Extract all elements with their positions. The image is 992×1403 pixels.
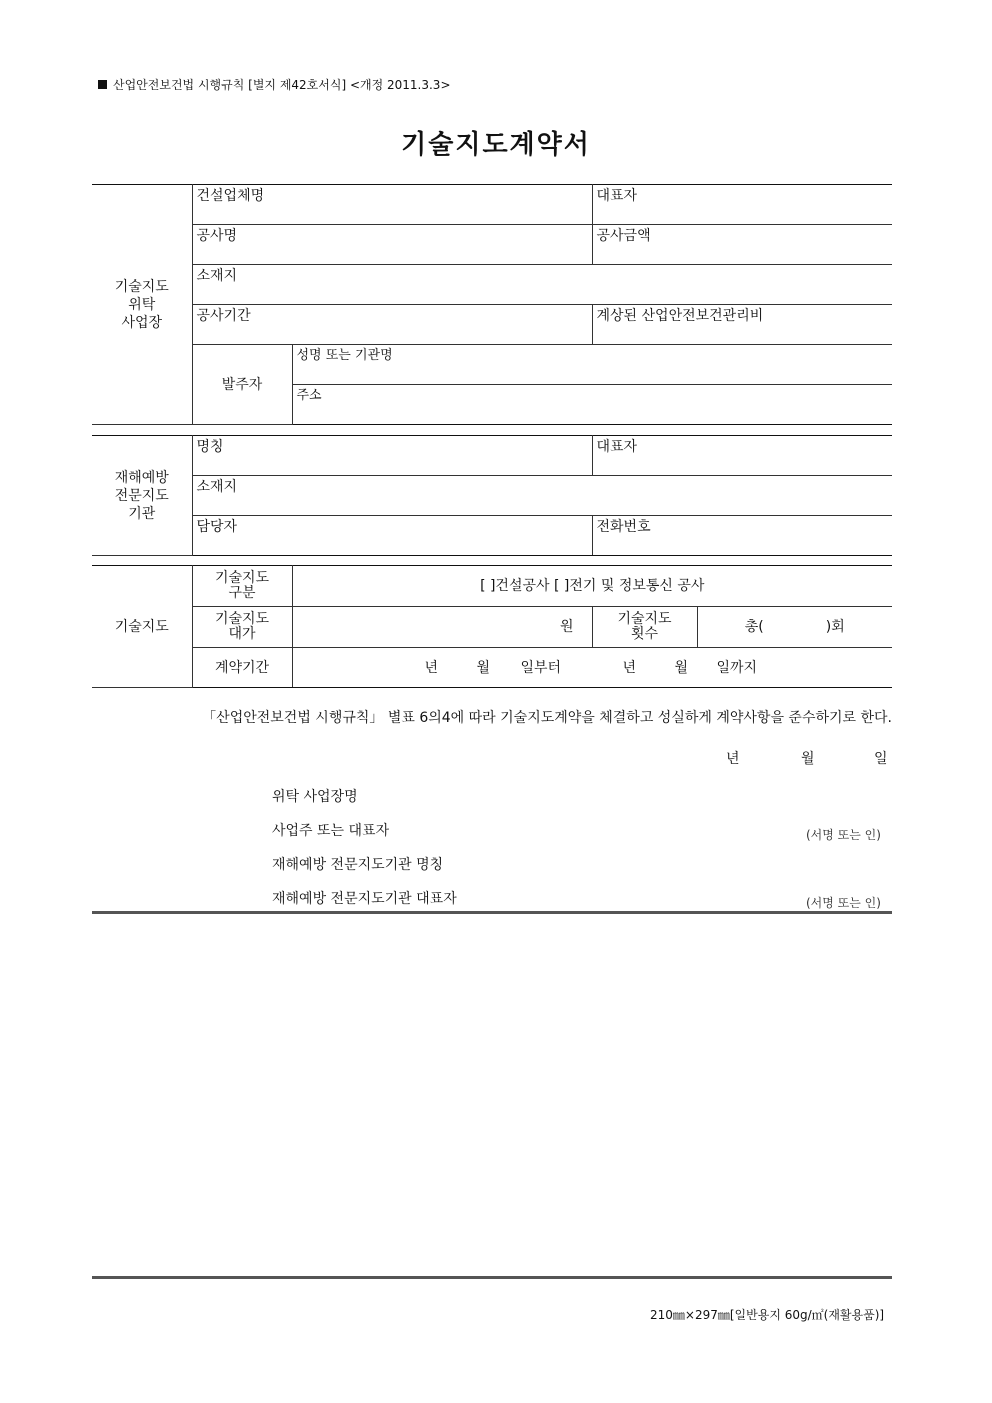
client-address-field[interactable]: 주소 [292, 385, 892, 425]
form-number-note [98, 76, 451, 93]
technical-guidance-table [92, 565, 892, 688]
project-period-field[interactable]: 공사기간 [192, 305, 592, 345]
divider-page-footer [92, 1276, 892, 1279]
square-bullet-icon [98, 80, 107, 89]
prevention-agency-table [92, 435, 892, 556]
agreement-statement: 「산업안전보건법 시행규칙」 별표 6의4에 따라 기술지도계약을 체결하고 성실하게 계약사항을 준수하기로 한다. [202, 710, 892, 726]
project-amount-field[interactable]: 공사금액 [592, 225, 892, 265]
signature-agency-name-label: 재해예방 전문지도기관 명칭 [272, 857, 444, 873]
agency-phone-field[interactable]: 전화번호 [592, 516, 892, 556]
date-month-label: 월 [801, 751, 815, 767]
site-location-field[interactable]: 소재지 [192, 265, 892, 305]
section-label-entrusted-site: 기술지도 위탁 사업장 [92, 185, 192, 425]
section-label-guidance: 기술지도 [92, 566, 192, 688]
agency-representative-field[interactable]: 대표자 [592, 436, 892, 476]
guidance-type-label: 기술지도 구분 [192, 566, 292, 607]
guidance-count-label: 기술지도 횟수 [592, 607, 697, 648]
company-name-field[interactable]: 건설업체명 [192, 185, 592, 225]
guidance-count-field[interactable]: 총( )회 [697, 607, 892, 648]
site-representative-field[interactable]: 대표자 [592, 185, 892, 225]
client-label: 발주자 [192, 345, 292, 425]
signature-agency-rep-label: 재해예방 전문지도기관 대표자 [272, 891, 457, 907]
section-label-agency: 재해예방 전문지도 기관 [92, 436, 192, 556]
signature-owner-label: 사업주 또는 대표자 [272, 823, 390, 839]
safety-cost-field[interactable]: 계상된 산업안전보건관리비 [592, 305, 892, 345]
signature-owner-seal[interactable]: (서명 또는 인) [806, 828, 881, 842]
guidance-type-checkboxes[interactable]: [ ]건설공사 [ ]전기 및 정보통신 공사 [292, 566, 892, 607]
page-title: 기술지도계약서 [401, 130, 591, 160]
agency-manager-field[interactable]: 담당자 [192, 516, 592, 556]
signature-agency-rep-seal[interactable]: (서명 또는 인) [806, 896, 881, 910]
date-year-label: 년 [726, 751, 740, 767]
client-name-field[interactable]: 성명 또는 기관명 [292, 345, 892, 385]
entrusted-site-table [92, 184, 892, 425]
form-number-text: 산업안전보건법 시행규칙 [별지 제42호서식] <개정 2011.3.3> [113, 78, 451, 92]
project-name-field[interactable]: 공사명 [192, 225, 592, 265]
agency-location-field[interactable]: 소재지 [192, 476, 892, 516]
contract-period-field[interactable]: 년 월 일부터 년 월 일까지 [292, 648, 892, 688]
signature-site-name-label: 위탁 사업장명 [272, 789, 358, 805]
date-day-label: 일 [874, 751, 888, 767]
guidance-fee-field[interactable]: 원 [292, 607, 592, 648]
contract-period-label: 계약기간 [192, 648, 292, 688]
guidance-fee-label: 기술지도 대가 [192, 607, 292, 648]
paper-spec-footer: 210㎜×297㎜[일반용지 60g/㎡(재활용품)] [650, 1308, 885, 1322]
agency-name-field[interactable]: 명칭 [192, 436, 592, 476]
divider-bottom-form [92, 911, 892, 914]
